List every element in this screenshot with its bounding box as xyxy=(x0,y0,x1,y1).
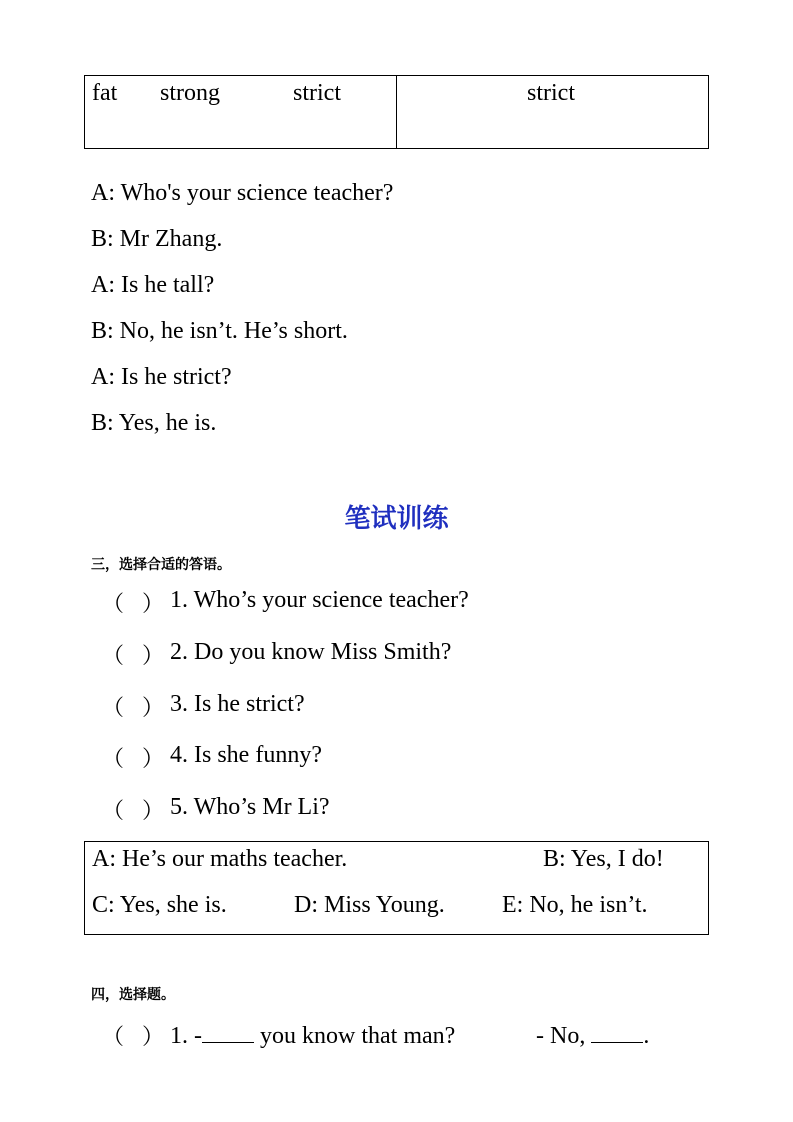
answer-prefix: - No, xyxy=(536,1023,592,1049)
answer-paren-close: ） xyxy=(142,591,165,616)
answer-paren-open: （ xyxy=(102,643,125,668)
question-text: 5. Who’s Mr Li? xyxy=(170,794,330,820)
question-text: 2. Do you know Miss Smith? xyxy=(170,639,452,665)
dialog-line: A: Is he tall? xyxy=(91,272,215,298)
option-b: B: Yes, I do! xyxy=(543,846,664,872)
table-word-fat: fat xyxy=(92,80,118,106)
table-answer-word: strict xyxy=(527,80,575,106)
question-middle: you know that man? xyxy=(254,1023,456,1049)
answer-paren-close: ） xyxy=(142,695,165,720)
answer-blank[interactable] xyxy=(591,1020,643,1043)
part3-heading: 三，选择合适的答语。 xyxy=(91,557,231,573)
answer-suffix: . xyxy=(643,1023,650,1049)
answer-paren-open: （ xyxy=(102,746,125,771)
question-text: 1. Who’s your science teacher? xyxy=(170,587,469,613)
option-d: D: Miss Young. xyxy=(294,892,445,918)
answer-paren-open: （ xyxy=(102,1024,125,1049)
answer-paren-open: （ xyxy=(102,591,125,616)
table-divider xyxy=(396,76,397,148)
answer-line xyxy=(536,1020,649,1050)
question-text: 4. Is she funny? xyxy=(170,742,322,768)
question-prefix: 1. - xyxy=(170,1023,202,1049)
answer-blank[interactable] xyxy=(202,1020,254,1043)
answer-options-box xyxy=(84,841,709,935)
option-e: E: No, he isn’t. xyxy=(502,892,648,918)
answer-paren-open: （ xyxy=(102,695,125,720)
option-a: A: He’s our maths teacher. xyxy=(92,846,348,872)
section-title: 笔试训练 xyxy=(344,504,449,534)
part4-heading: 四，选择题。 xyxy=(91,987,175,1003)
answer-paren-close: ） xyxy=(142,746,165,771)
answer-paren-open: （ xyxy=(102,798,125,823)
dialog-line: A: Is he strict? xyxy=(91,364,232,390)
dialog-line: A: Who's your science teacher? xyxy=(91,180,394,206)
dialog-line: B: Mr Zhang. xyxy=(91,226,223,252)
answer-paren-close: ） xyxy=(142,798,165,823)
table-word-strong: strong xyxy=(160,80,220,106)
word-table xyxy=(84,75,709,149)
answer-paren-close: ） xyxy=(142,1024,165,1049)
dialog-line: B: No, he isn’t. He’s short. xyxy=(91,318,348,344)
table-word-strict: strict xyxy=(293,80,341,106)
question-text: 3. Is he strict? xyxy=(170,691,305,717)
dialog-line: B: Yes, he is. xyxy=(91,410,217,436)
question-text xyxy=(170,1020,455,1050)
answer-paren-close: ） xyxy=(142,643,165,668)
option-c: C: Yes, she is. xyxy=(92,892,227,918)
